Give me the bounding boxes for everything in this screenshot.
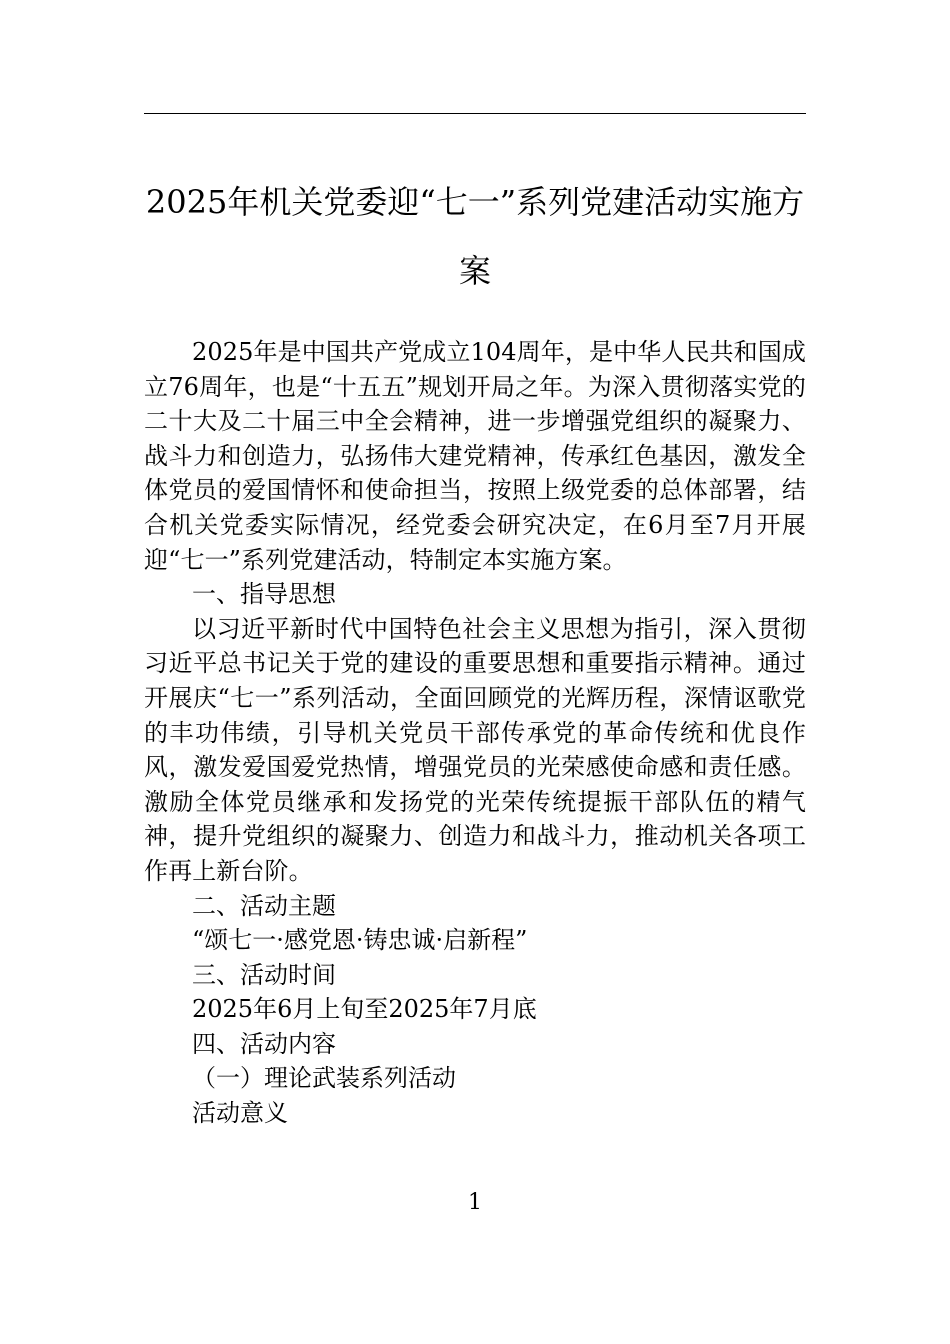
section-2-theme: “颂七一·感党恩·铸忠诚·启新程” [192, 926, 528, 955]
subsection-1-heading: （一）理论武装系列活动 [192, 1064, 456, 1093]
section-2-heading: 二、活动主题 [192, 891, 336, 920]
document-body [144, 335, 806, 1131]
subsection-1-item: 活动意义 [192, 1099, 288, 1128]
section-1-heading: 一、指导思想 [192, 580, 336, 609]
section-1-paragraph: 以习近平新时代中国特色社会主义思想为指引，深入贯彻习近平总书记关于党的建设的重要思想和重要指示精神。通过开展庆“七一”系列活动，全面回顾党的光辉历程，深情讴歌党的丰功伟绩，引导机关党员干部传承党的革命传统和优良作风，激发爱国爱党热情，增强党员的光荣感使命感和责任感。激励全体党员继承和发扬党的光荣传统提振干部队伍的精气神，提升党组织的凝聚力、创造力和战斗力，推动机关各项工作再上新台阶。 [144, 614, 806, 885]
section-3-heading: 三、活动时间 [192, 960, 336, 989]
document-title: 2025年机关党委迎“七一”系列党建活动实施方案 [145, 183, 805, 290]
intro-paragraph: 2025年是中国共产党成立104周年，是中华人民共和国成立76周年，也是“十五五”规划开局之年。为深入贯彻落实党的二十大及二十届三中全会精神，进一步增强党组织的凝聚力、战斗力和创造力，弘扬伟大建党精神，传承红色基因，激发全体党员的爱国情怀和使命担当，按照上级党委的总体部署，结合机关党委实际情况，经党委会研究决定，在6月至7月开展迎“七一”系列党建活动，特制定本实施方案。 [144, 338, 806, 574]
header-rule [144, 113, 806, 114]
section-4-heading: 四、活动内容 [192, 1029, 336, 1058]
section-3-dates: 2025年6月上旬至2025年7月底 [192, 995, 537, 1024]
page-number: 1 [468, 1190, 482, 1215]
